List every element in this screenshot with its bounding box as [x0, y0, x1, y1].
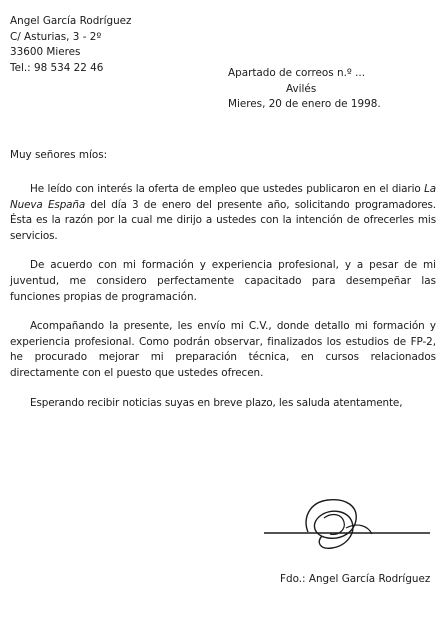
- signature-name: Fdo.: Angel García Rodríguez: [280, 573, 431, 585]
- recipient-address-block: [228, 66, 381, 113]
- paragraph-1: He leído con interés la oferta de empleo que ustedes publicaron en el diario La Nueva España del día 3 de enero del presente año, solicitando programadores. Ésta es la razón por la cual me dirijo a ustedes con la intención de ofrecerles mis servicios.: [10, 183, 436, 242]
- paragraph-2: De acuerdo con mi formación y experiencia profesional, y a pesar de mi juventud, me considero perfectamente capacitado para desempeñar las funciones propias de programación.: [10, 259, 436, 303]
- sender-city: 33600 Mieres: [10, 46, 81, 59]
- sender-street: C/ Asturias, 3 - 2º: [10, 30, 102, 43]
- handwritten-signature: [250, 488, 440, 558]
- sender-phone: Tel.: 98 534 22 46: [10, 61, 104, 74]
- closing-paragraph: Esperando recibir noticias suyas en breve plazo, les saluda atentamente,: [30, 396, 403, 409]
- sender-address-block: [10, 14, 132, 76]
- paragraph-3: Acompañando la presente, les envío mi C.V., donde detallo mi formación y experiencia profesional. Como podrán observar, finalizados los estudios de FP-2, he procurado mejorar mi preparación técnica, en cursos relacionados directamente con el puesto que ustedes ofrecen.: [10, 320, 436, 379]
- letter-body: [10, 182, 436, 425]
- recipient-city: Avilés: [286, 82, 317, 95]
- recipient-po-box: Apartado de correos n.º ...: [228, 67, 365, 79]
- newspaper-title: La Nueva España: [10, 183, 436, 211]
- salutation: Muy señores míos:: [10, 149, 108, 161]
- letter-date: Mieres, 20 de enero de 1998.: [228, 98, 381, 111]
- sender-name: Angel García Rodríguez: [10, 15, 132, 27]
